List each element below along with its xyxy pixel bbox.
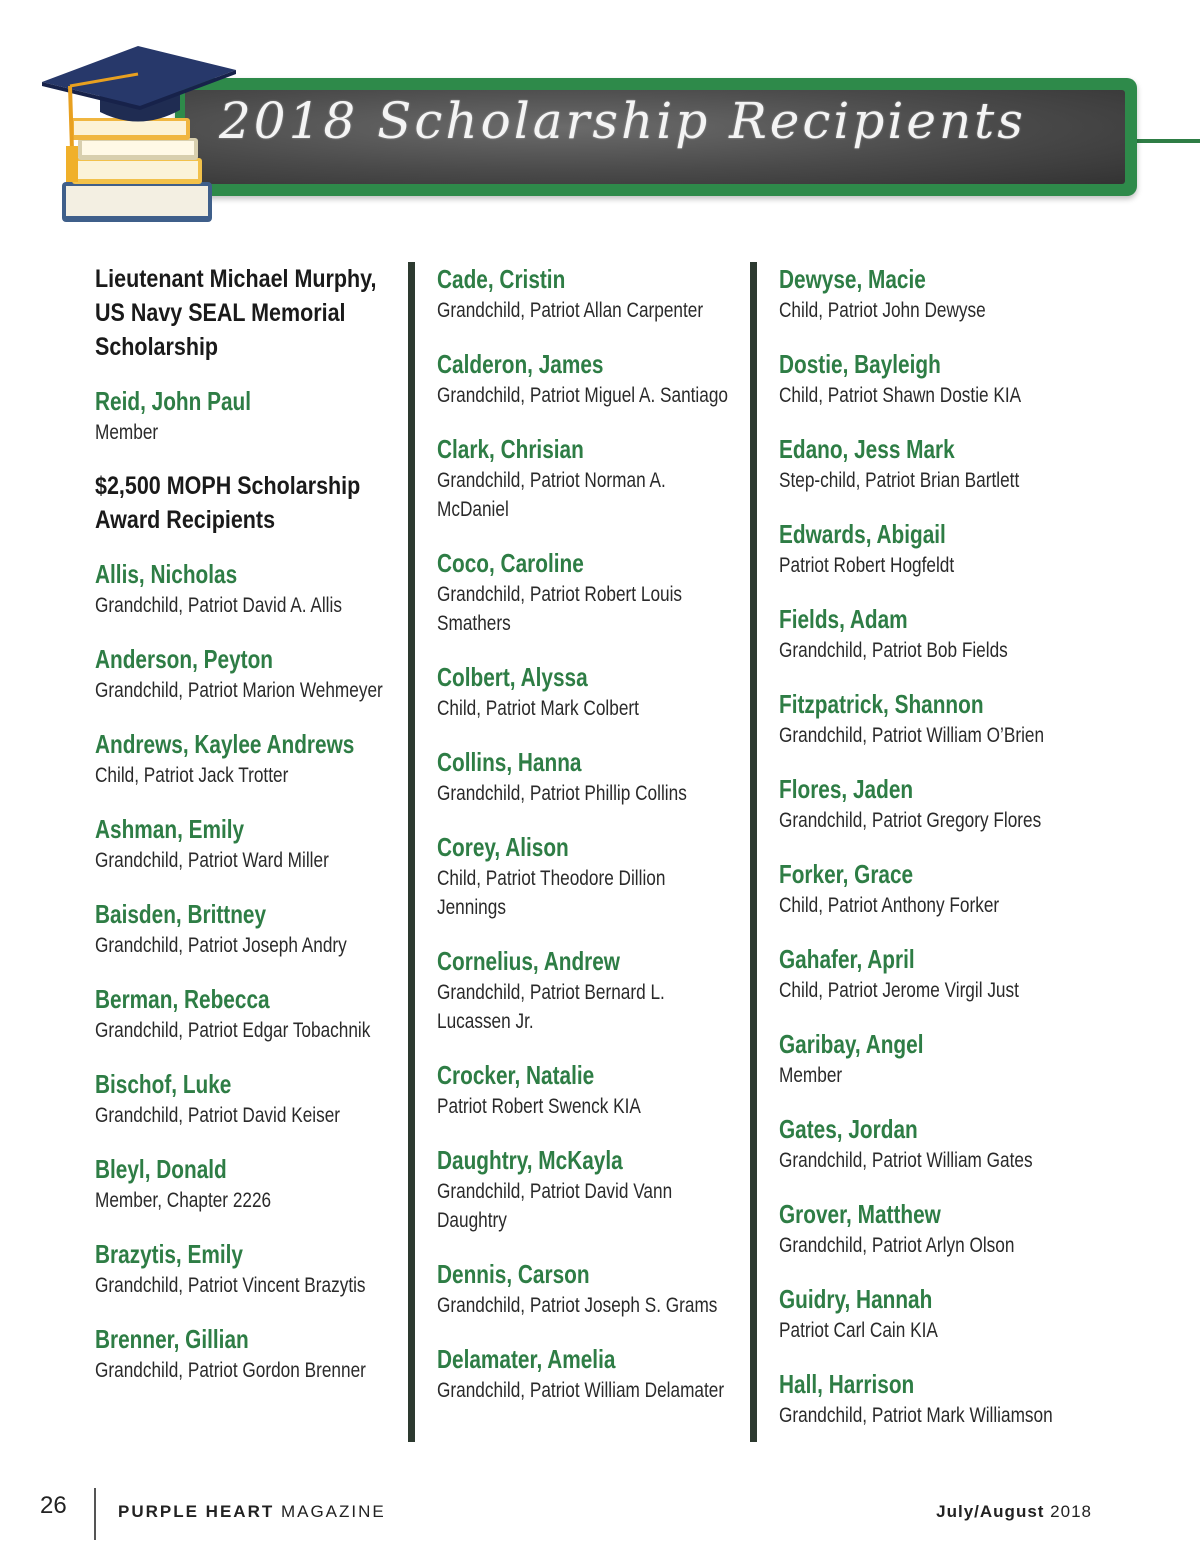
recipient-relation: Patriot Robert Hogfeldt (779, 554, 955, 577)
issue-months: July/August (936, 1502, 1045, 1521)
recipient-name: Reid, John Paul (95, 386, 252, 416)
recipient-relation: Grandchild, Patriot Joseph S. Grams (437, 1294, 718, 1317)
recipient-name: Garibay, Angel (779, 1029, 924, 1059)
recipient-relation: Grandchild, Patriot Gordon Brenner (95, 1359, 366, 1382)
recipient-relation: Child, Patriot Anthony Forker (779, 894, 1000, 917)
banner-frame (175, 78, 1137, 196)
recipient-relation: Grandchild, Patriot Phillip Collins (437, 782, 687, 805)
recipient-relation: Grandchild, Patriot David A. Allis (95, 594, 342, 617)
recipient-relation: Grandchild, Patriot William O’Brien (779, 724, 1045, 747)
recipient-name: Hall, Harrison (779, 1369, 915, 1399)
banner-accent-line (1130, 139, 1200, 143)
recipient-relation: Grandchild, Patriot Arlyn Olson (779, 1234, 1015, 1257)
recipient-entry (95, 1322, 395, 1385)
recipient-name: Collins, Hanna (437, 747, 582, 777)
recipient-entry (95, 1152, 395, 1215)
column-divider (750, 262, 757, 1442)
recipient-name: Dennis, Carson (437, 1259, 590, 1289)
column-1 (95, 262, 395, 1407)
recipient-relation: Grandchild, Patriot Marion Wehmeyer (95, 679, 383, 702)
recipient-name: Andrews, Kaylee Andrews (95, 729, 355, 759)
recipients-list (779, 262, 1099, 1430)
recipient-entry (779, 262, 1099, 325)
recipient-relation: Grandchild, Patriot Vincent Brazytis (95, 1274, 366, 1297)
recipient-entry (779, 347, 1099, 410)
recipient-name: Ashman, Emily (95, 814, 245, 844)
recipient-relation: Child, Patriot Jack Trotter (95, 764, 289, 787)
recipient-entry (779, 942, 1099, 1005)
recipient-name: Brenner, Gillian (95, 1324, 249, 1354)
recipient-relation: Lucassen Jr. (437, 1010, 534, 1033)
footer-divider (94, 1488, 96, 1540)
recipient-entry (437, 660, 742, 723)
recipient-relation: Grandchild, Patriot Norman A. (437, 469, 666, 492)
recipient-entry (779, 1027, 1099, 1090)
recipient-relation: Grandchild, Patriot Mark Williamson (779, 1404, 1053, 1427)
recipient-relation: Grandchild, Patriot David Vann (437, 1180, 673, 1203)
recipient-entry (95, 812, 395, 875)
recipient-entry (95, 982, 395, 1045)
recipient-name: Dostie, Bayleigh (779, 349, 941, 379)
heading-line: Lieutenant Michael Murphy, (95, 265, 377, 293)
heading-line: Award Recipients (95, 506, 276, 534)
recipients-list (95, 557, 395, 1385)
recipient-relation: Child, Patriot Jerome Virgil Just (779, 979, 1019, 1002)
recipient-name: Clark, Chrisian (437, 434, 584, 464)
recipient-entry (95, 1237, 395, 1300)
memorial-recipients-list (95, 384, 395, 447)
recipient-relation: Grandchild, Patriot William Gates (779, 1149, 1033, 1172)
recipient-relation: Child, Patriot Mark Colbert (437, 697, 639, 720)
recipient-name: Baisden, Brittney (95, 899, 267, 929)
recipient-relation: Member (779, 1064, 843, 1087)
recipient-entry (437, 1058, 742, 1121)
recipient-name: Guidry, Hannah (779, 1284, 933, 1314)
column-divider (408, 262, 415, 1442)
page-number: 26 (40, 1492, 67, 1519)
recipient-relation: Child, Patriot Theodore Dillion (437, 867, 666, 890)
recipient-entry (437, 347, 742, 410)
recipient-name: Berman, Rebecca (95, 984, 270, 1014)
chalkboard (185, 90, 1125, 184)
recipient-entry (779, 432, 1099, 495)
recipient-entry (437, 262, 742, 325)
recipient-relation: Grandchild, Patriot Joseph Andry (95, 934, 347, 957)
recipient-entry (437, 944, 742, 1036)
recipient-relation: Patriot Carl Cain KIA (779, 1319, 938, 1342)
recipient-name: Fields, Adam (779, 604, 908, 634)
recipient-relation: Grandchild, Patriot Edgar Tobachnik (95, 1019, 371, 1042)
recipient-entry (437, 745, 742, 808)
recipient-name: Dewyse, Macie (779, 264, 926, 294)
column-2 (437, 262, 742, 1427)
recipient-name: Brazytis, Emily (95, 1239, 243, 1269)
recipient-name: Anderson, Peyton (95, 644, 273, 674)
recipient-relation: Grandchild, Patriot Ward Miller (95, 849, 329, 872)
recipient-relation: McDaniel (437, 498, 509, 521)
recipient-entry (437, 1257, 742, 1320)
issue-year: 2018 (1044, 1502, 1092, 1521)
recipient-entry (95, 727, 395, 790)
recipient-entry (779, 772, 1099, 835)
recipient-entry (779, 687, 1099, 750)
recipient-name: Cade, Cristin (437, 264, 566, 294)
recipient-relation: Jennings (437, 896, 506, 919)
recipient-entry (437, 1143, 742, 1235)
recipient-name: Calderon, James (437, 349, 604, 379)
recipient-name: Grover, Matthew (779, 1199, 941, 1229)
recipient-name: Corey, Alison (437, 832, 569, 862)
recipient-entry (95, 557, 395, 620)
recipient-name: Delamater, Amelia (437, 1344, 616, 1374)
issue-date (936, 1502, 1092, 1522)
recipient-relation: Grandchild, Patriot Allan Carpenter (437, 299, 704, 322)
recipient-relation: Grandchild, Patriot Gregory Flores (779, 809, 1042, 832)
recipient-relation: Grandchild, Patriot Bob Fields (779, 639, 1008, 662)
recipient-entry (779, 1367, 1099, 1430)
recipient-name: Edwards, Abigail (779, 519, 946, 549)
recipient-name: Gates, Jordan (779, 1114, 918, 1144)
recipient-relation: Grandchild, Patriot David Keiser (95, 1104, 341, 1127)
recipient-entry (95, 897, 395, 960)
recipient-name: Fitzpatrick, Shannon (779, 689, 984, 719)
heading-line: Scholarship (95, 333, 219, 361)
recipient-relation: Grandchild, Patriot Miguel A. Santiago (437, 384, 728, 407)
recipient-name: Gahafer, April (779, 944, 915, 974)
recipient-name: Flores, Jaden (779, 774, 914, 804)
recipient-entry (779, 857, 1099, 920)
recipient-entry (437, 830, 742, 922)
recipient-entry (437, 1342, 742, 1405)
recipient-name: Colbert, Alyssa (437, 662, 588, 692)
recipients-list (437, 262, 742, 1405)
header-banner (0, 0, 1200, 240)
page-title: 2018 Scholarship Recipients (219, 92, 1026, 150)
recipient-entry (779, 1282, 1099, 1345)
recipient-name: Cornelius, Andrew (437, 946, 620, 976)
recipient-relation: Child, Patriot John Dewyse (779, 299, 986, 322)
recipient-name: Coco, Caroline (437, 548, 584, 578)
recipient-entry (437, 432, 742, 524)
recipient-relation: Grandchild, Patriot Bernard L. (437, 981, 665, 1004)
recipient-relation: Member (95, 421, 159, 444)
recipient-relation: Grandchild, Patriot Robert Louis (437, 583, 683, 606)
recipient-entry (779, 602, 1099, 665)
recipient-entry (437, 546, 742, 638)
magazine-name-rest: MAGAZINE (274, 1502, 386, 1521)
moph-scholarship-heading (95, 469, 361, 537)
recipient-entry (95, 1067, 395, 1130)
heading-line: $2,500 MOPH Scholarship (95, 472, 361, 500)
magazine-name-bold: PURPLE HEART (118, 1502, 275, 1521)
recipient-relation: Daughtry (437, 1209, 507, 1232)
recipient-name: Allis, Nicholas (95, 559, 238, 589)
recipient-name: Edano, Jess Mark (779, 434, 955, 464)
recipient-relation: Step-child, Patriot Brian Bartlett (779, 469, 1020, 492)
graduation-cap-books-icon (40, 40, 240, 240)
recipient-name: Bischof, Luke (95, 1069, 232, 1099)
recipient-name: Bleyl, Donald (95, 1154, 227, 1184)
recipient-relation: Child, Patriot Shawn Dostie KIA (779, 384, 1022, 407)
recipient-entry (779, 517, 1099, 580)
memorial-scholarship-heading (95, 262, 377, 364)
recipient-relation: Smathers (437, 612, 511, 635)
recipient-entry (779, 1197, 1099, 1260)
recipient-entry (95, 642, 395, 705)
magazine-name (118, 1502, 386, 1522)
heading-line: US Navy SEAL Memorial (95, 299, 346, 327)
column-3 (779, 262, 1099, 1452)
recipient-name: Crocker, Natalie (437, 1060, 595, 1090)
recipient-name: Daughtry, McKayla (437, 1145, 623, 1175)
recipient-relation: Patriot Robert Swenck KIA (437, 1095, 641, 1118)
recipient-relation: Grandchild, Patriot William Delamater (437, 1379, 725, 1402)
recipient-entry (779, 1112, 1099, 1175)
recipient-entry (95, 384, 395, 447)
recipient-relation: Member, Chapter 2226 (95, 1189, 272, 1212)
recipient-name: Forker, Grace (779, 859, 914, 889)
